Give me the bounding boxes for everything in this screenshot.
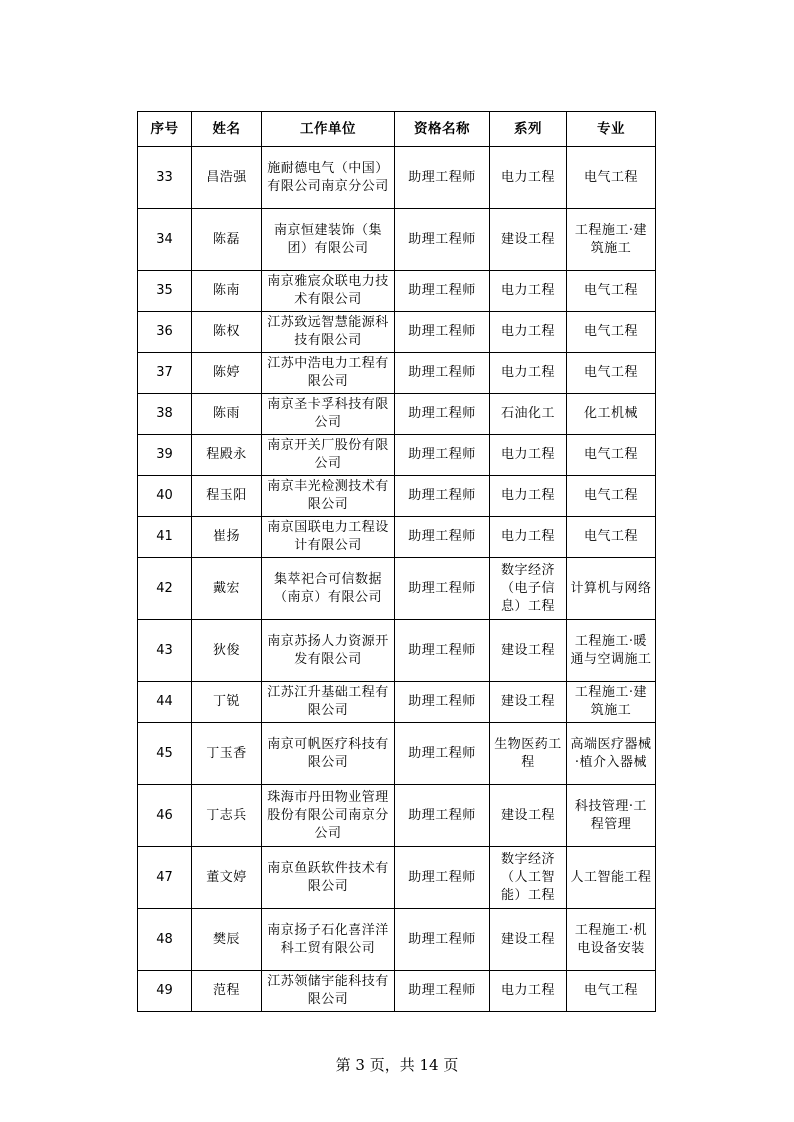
table-row: [138, 312, 656, 353]
row-qualification: 助理工程师: [395, 723, 490, 785]
row-series: 生物医药工程: [490, 723, 567, 785]
row-unit: 南京开关厂股份有限公司: [262, 435, 395, 476]
row-major: 电气工程: [567, 517, 656, 558]
header-unit: 工作单位: [262, 112, 395, 147]
row-major: 计算机与网络: [567, 558, 656, 620]
row-major: 化工机械: [567, 394, 656, 435]
row-name: 程殿永: [192, 435, 262, 476]
row-series: 石油化工: [490, 394, 567, 435]
table-header-row: [138, 112, 656, 147]
row-series: 电力工程: [490, 435, 567, 476]
row-unit: 集萃祀合可信数据（南京）有限公司: [262, 558, 395, 620]
row-unit: 江苏江升基础工程有限公司: [262, 682, 395, 723]
row-qualification: 助理工程师: [395, 682, 490, 723]
row-qualification: 助理工程师: [395, 517, 490, 558]
row-no: 43: [138, 620, 192, 682]
table-row: [138, 147, 656, 209]
row-name: 陈磊: [192, 209, 262, 271]
row-major: 电气工程: [567, 312, 656, 353]
row-qualification: 助理工程师: [395, 785, 490, 847]
row-major: 电气工程: [567, 971, 656, 1012]
row-major: 工程施工·机电设备安装: [567, 909, 656, 971]
row-name: 董文婷: [192, 847, 262, 909]
row-qualification: 助理工程师: [395, 271, 490, 312]
row-series: 电力工程: [490, 312, 567, 353]
qualification-table-container: [137, 111, 655, 1012]
row-major: 工程施工·暖通与空调施工: [567, 620, 656, 682]
row-unit: 南京丰光检测技术有限公司: [262, 476, 395, 517]
row-series: 电力工程: [490, 147, 567, 209]
row-major: 电气工程: [567, 147, 656, 209]
row-series: 电力工程: [490, 353, 567, 394]
row-no: 38: [138, 394, 192, 435]
row-name: 程玉阳: [192, 476, 262, 517]
row-major: 电气工程: [567, 435, 656, 476]
table-row: [138, 620, 656, 682]
row-no: 41: [138, 517, 192, 558]
row-name: 丁锐: [192, 682, 262, 723]
row-qualification: 助理工程师: [395, 971, 490, 1012]
row-qualification: 助理工程师: [395, 847, 490, 909]
row-name: 丁志兵: [192, 785, 262, 847]
row-major: 电气工程: [567, 271, 656, 312]
row-series: 数字经济（人工智能）工程: [490, 847, 567, 909]
table-row: [138, 209, 656, 271]
row-major: 工程施工·建筑施工: [567, 209, 656, 271]
row-major: 高端医疗器械·植介入器械: [567, 723, 656, 785]
row-unit: 江苏中浩电力工程有限公司: [262, 353, 395, 394]
row-unit: 南京雅宸众联电力技术有限公司: [262, 271, 395, 312]
row-name: 樊辰: [192, 909, 262, 971]
row-unit: 南京恒建装饰（集团）有限公司: [262, 209, 395, 271]
row-qualification: 助理工程师: [395, 435, 490, 476]
row-unit: 南京鱼跃软件技术有限公司: [262, 847, 395, 909]
row-unit: 南京苏扬人力资源开发有限公司: [262, 620, 395, 682]
row-qualification: 助理工程师: [395, 620, 490, 682]
row-unit: 施耐德电气（中国）有限公司南京分公司: [262, 147, 395, 209]
table-row: [138, 971, 656, 1012]
row-no: 39: [138, 435, 192, 476]
row-series: 建设工程: [490, 682, 567, 723]
table-row: [138, 682, 656, 723]
row-no: 49: [138, 971, 192, 1012]
row-series: 建设工程: [490, 209, 567, 271]
row-no: 42: [138, 558, 192, 620]
row-series: 电力工程: [490, 971, 567, 1012]
table-row: [138, 723, 656, 785]
row-series: 电力工程: [490, 517, 567, 558]
table-body: [138, 147, 656, 1012]
table-row: [138, 517, 656, 558]
row-no: 40: [138, 476, 192, 517]
header-no: 序号: [138, 112, 192, 147]
row-no: 33: [138, 147, 192, 209]
row-unit: 南京国联电力工程设计有限公司: [262, 517, 395, 558]
row-no: 46: [138, 785, 192, 847]
row-series: 电力工程: [490, 271, 567, 312]
row-qualification: 助理工程师: [395, 394, 490, 435]
row-major: 人工智能工程: [567, 847, 656, 909]
row-qualification: 助理工程师: [395, 312, 490, 353]
row-unit: 南京可帆医疗科技有限公司: [262, 723, 395, 785]
header-major: 专业: [567, 112, 656, 147]
table-row: [138, 847, 656, 909]
table-row: [138, 476, 656, 517]
row-name: 崔扬: [192, 517, 262, 558]
row-name: 丁玉香: [192, 723, 262, 785]
row-no: 47: [138, 847, 192, 909]
row-name: 陈婷: [192, 353, 262, 394]
row-major: 科技管理·工程管理: [567, 785, 656, 847]
table-row: [138, 353, 656, 394]
row-no: 37: [138, 353, 192, 394]
table-row: [138, 785, 656, 847]
row-no: 36: [138, 312, 192, 353]
row-qualification: 助理工程师: [395, 147, 490, 209]
row-unit: 南京圣卡孚科技有限公司: [262, 394, 395, 435]
row-qualification: 助理工程师: [395, 558, 490, 620]
row-name: 陈雨: [192, 394, 262, 435]
table-row: [138, 558, 656, 620]
row-series: 建设工程: [490, 909, 567, 971]
row-name: 狄俊: [192, 620, 262, 682]
row-no: 48: [138, 909, 192, 971]
row-qualification: 助理工程师: [395, 476, 490, 517]
header-series: 系列: [490, 112, 567, 147]
row-series: 电力工程: [490, 476, 567, 517]
row-qualification: 助理工程师: [395, 209, 490, 271]
page-footer: 第 3 页，共 14 页: [335, 1056, 459, 1074]
row-no: 44: [138, 682, 192, 723]
row-series: 数字经济（电子信息）工程: [490, 558, 567, 620]
table-row: [138, 909, 656, 971]
table-row: [138, 394, 656, 435]
row-major: 电气工程: [567, 353, 656, 394]
row-no: 34: [138, 209, 192, 271]
row-name: 昌浩强: [192, 147, 262, 209]
row-series: 建设工程: [490, 620, 567, 682]
header-name: 姓名: [192, 112, 262, 147]
qualification-table: [137, 111, 656, 1012]
row-name: 戴宏: [192, 558, 262, 620]
row-qualification: 助理工程师: [395, 353, 490, 394]
row-unit: 江苏领储宇能科技有限公司: [262, 971, 395, 1012]
row-major: 电气工程: [567, 476, 656, 517]
row-qualification: 助理工程师: [395, 909, 490, 971]
row-unit: 江苏致远智慧能源科技有限公司: [262, 312, 395, 353]
row-no: 45: [138, 723, 192, 785]
row-unit: 珠海市丹田物业管理股份有限公司南京分公司: [262, 785, 395, 847]
table-row: [138, 435, 656, 476]
table-row: [138, 271, 656, 312]
row-unit: 南京扬子石化喜洋洋科工贸有限公司: [262, 909, 395, 971]
row-series: 建设工程: [490, 785, 567, 847]
header-qualification: 资格名称: [395, 112, 490, 147]
row-name: 陈南: [192, 271, 262, 312]
row-name: 陈权: [192, 312, 262, 353]
row-no: 35: [138, 271, 192, 312]
row-major: 工程施工·建筑施工: [567, 682, 656, 723]
row-name: 范程: [192, 971, 262, 1012]
